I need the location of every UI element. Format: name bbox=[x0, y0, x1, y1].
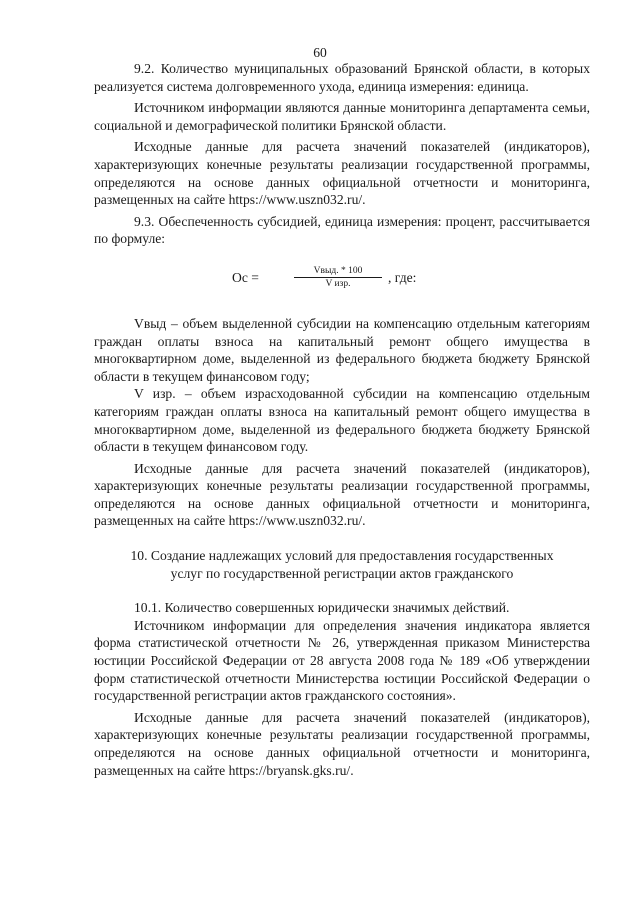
paragraph-10-1: 10.1. Количество совершенных юридически значимых действий. bbox=[134, 600, 510, 616]
paragraph-10-1-data-source: Исходные данные для расчета значений показателей (индикаторов), характеризующих конечные результаты реализации государственной программы, определяются на основе данных официальной отчетности и мониторинга, размещенных на сайте https://bryansk.gks.ru/. bbox=[94, 709, 590, 778]
page-number: 60 bbox=[313, 45, 327, 60]
formula bbox=[232, 258, 590, 298]
formula-numerator: Vвыд. * 100 bbox=[294, 265, 382, 278]
paragraph-9-2-data-source: Исходные данные для расчета значений показателей (индикаторов), характеризующих конечные результаты реализации государственной программы, определяются на основе данных официальной отчетности и мониторинга, размещенных на сайте https://www.uszn032.ru/. bbox=[94, 139, 590, 208]
paragraph-9-3-data-source: Исходные данные для расчета значений показателей (индикаторов), характеризующих конечные результаты реализации государственной программы, определяются на основе данных официальной отчетности и мониторинга, размещенных на сайте https://www.uszn032.ru/. bbox=[94, 460, 590, 529]
document-body bbox=[94, 60, 590, 779]
paragraph-9-2: 9.2. Количество муниципальных образований Брянской области, в которых реализуется система долговременного ухода, единица измерения: единица. bbox=[94, 61, 590, 94]
paragraph-9-2-source: Источником информации являются данные мониторинга департамента семьи, социальной и демографической политики Брянской области. bbox=[94, 100, 590, 133]
paragraph-9-3: 9.3. Обеспеченность субсидией, единица измерения: процент, рассчитывается по формуле: bbox=[94, 213, 590, 247]
formula-denominator: V изр. bbox=[325, 279, 351, 290]
formula-fraction bbox=[294, 265, 382, 290]
section-10-heading-line-1: 10. Создание надлежащих условий для предоставления государственных bbox=[130, 548, 554, 564]
formula-lhs: Ос = bbox=[232, 270, 259, 286]
section-10-heading-line-2: услуг по государственной регистрации актов гражданского bbox=[170, 565, 514, 581]
paragraph-10-1-source: Источником информации для определения значения индикатора является форма статистической отчетности № 26, утвержденная приказом Министерства юстиции Российской Федерации от 28 августа 2008 года № 189 «Об утверждении форм статистической отчетности Министерства юстиции Российской Федерации о государственной регистрации актов гражданского состояния». bbox=[94, 617, 590, 704]
definition-vizr: V изр. – объем израсходованной субсидии на компенсацию отдельным категориям граждан оплаты взноса на капитальный ремонт общего имущества в многоквартирном доме, выделенной из федерального бюджета бюджету Брянской области в текущем финансовом году. bbox=[94, 386, 590, 455]
section-10-heading bbox=[94, 547, 590, 582]
definition-vvyd: Vвыд – объем выделенной субсидии на компенсацию отдельным категориям граждан оплаты взноса на капитальный ремонт общего имущества в многоквартирном доме, выделенной из федерального бюджета бюджету Брянской области в текущем финансовом году; bbox=[94, 315, 590, 384]
formula-suffix: , где: bbox=[388, 270, 417, 286]
